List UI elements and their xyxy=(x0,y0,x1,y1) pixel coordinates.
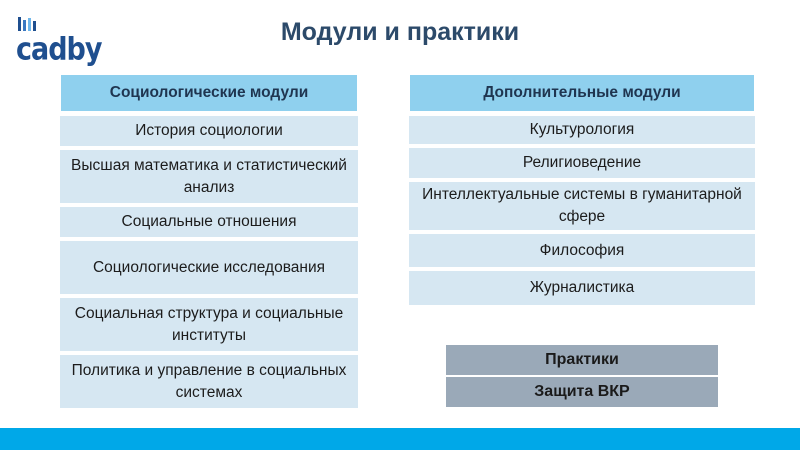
logo-text: cadby xyxy=(16,32,102,68)
additional-modules-panel xyxy=(409,74,755,305)
page-title: Модули и практики xyxy=(280,18,520,46)
module-item: Философия xyxy=(409,234,755,267)
module-item: Религиоведение xyxy=(409,148,755,178)
practice-label: Практики xyxy=(446,345,718,375)
module-item: Культурология xyxy=(409,116,755,144)
module-item: Социологические исследования xyxy=(60,241,358,294)
sociological-modules-header: Социологические модули xyxy=(60,74,358,112)
module-item: Социальные отношения xyxy=(60,207,358,237)
sociological-modules-panel xyxy=(60,74,358,408)
module-item: Журналистика xyxy=(409,271,755,305)
thesis-defense-label: Защита ВКР xyxy=(446,377,718,407)
module-item: История социологии xyxy=(60,116,358,146)
module-item: Высшая математика и статистический анализ xyxy=(60,150,358,203)
module-item: Социальная структура и социальные институты xyxy=(60,298,358,351)
module-item: Интеллектуальные системы в гуманитарной сфере xyxy=(409,182,755,230)
module-item: Политика и управление в социальных системах xyxy=(60,355,358,408)
footer-bar xyxy=(0,428,800,450)
additional-modules-header: Дополнительные модули xyxy=(409,74,755,112)
